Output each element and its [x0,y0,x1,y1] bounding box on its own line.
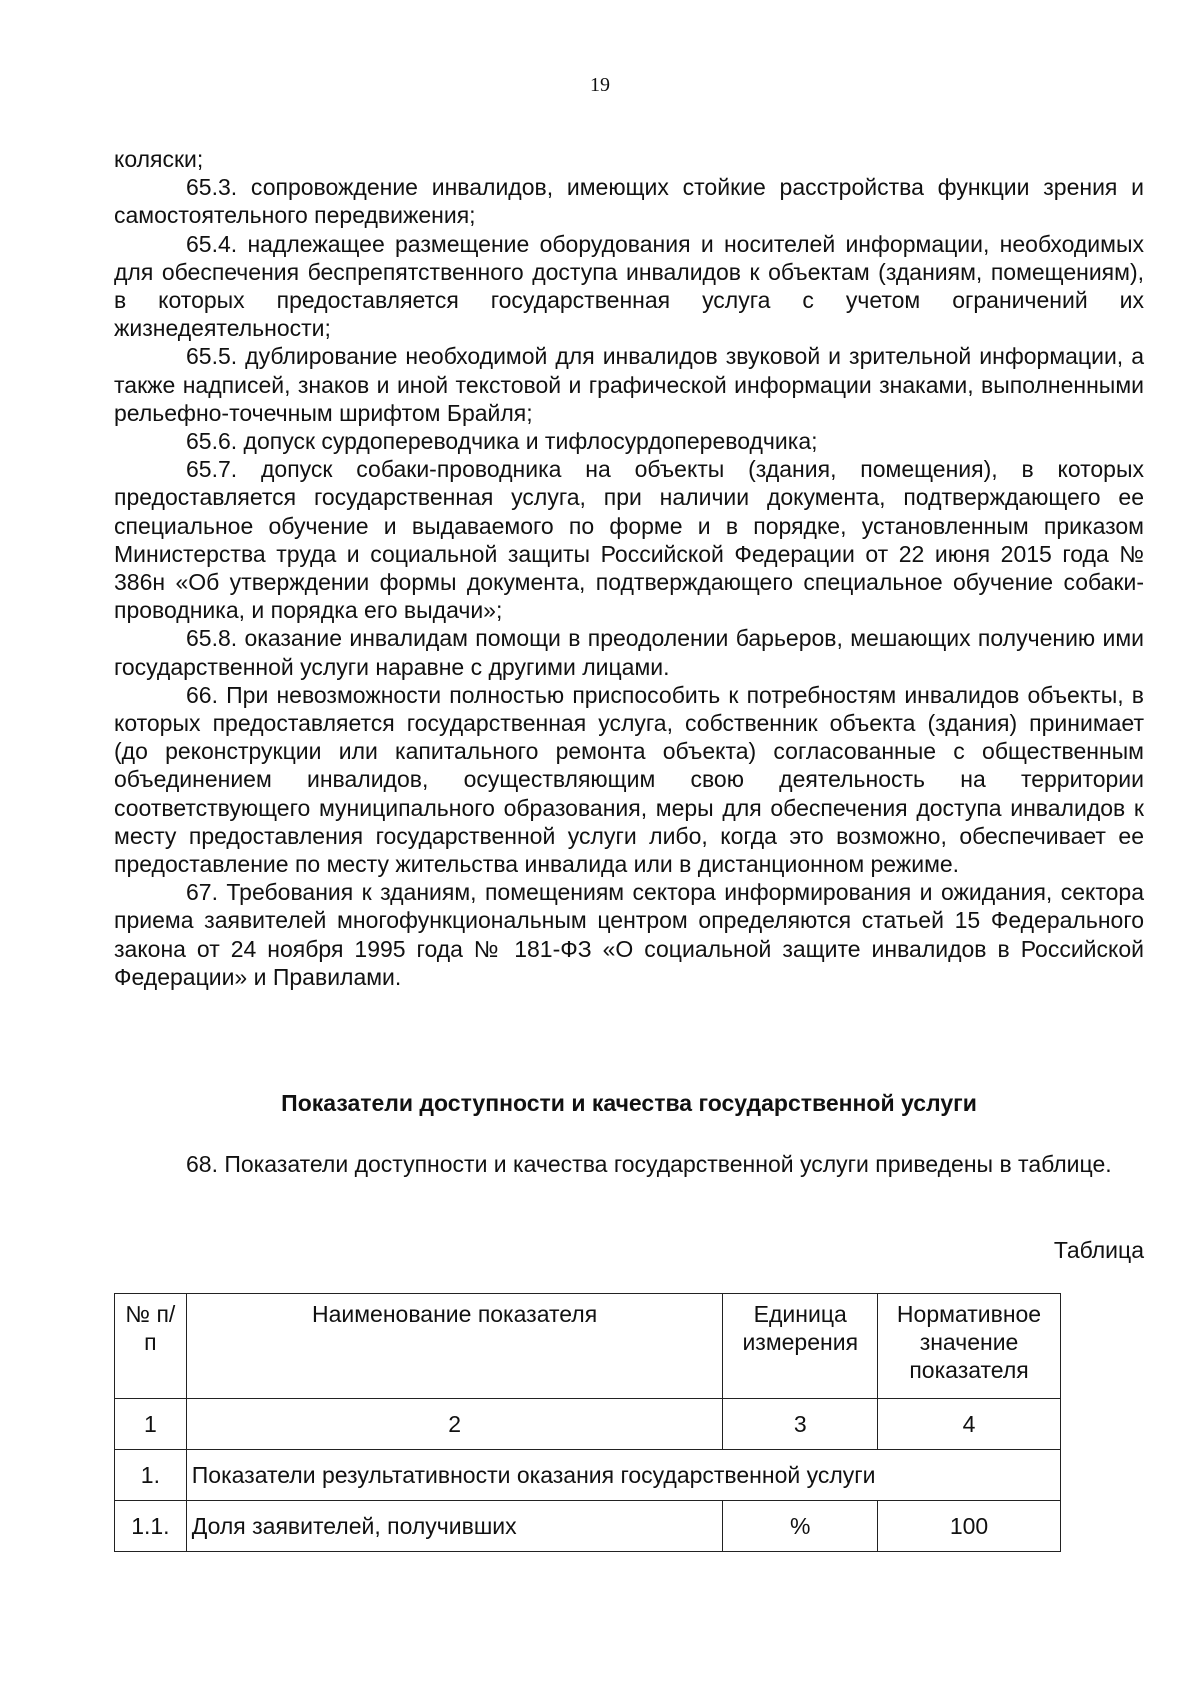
section-heading: Показатели доступности и качества государственной услуги [281,1090,977,1116]
column-number-4: 4 [878,1399,1061,1450]
row-number: 1.1. [115,1501,187,1552]
table-column-numbers-row [115,1399,1061,1450]
page-number: 19 [590,74,610,96]
header-normative-value: Нормативное значение показателя [878,1294,1061,1399]
row-indicator-name: Доля заявителей, получивших [186,1501,723,1552]
header-indicator-name: Наименование показателя [186,1294,723,1399]
section-row-number: 1. [115,1450,187,1501]
paragraph: 65.3. сопровождение инвалидов, имеющих стойкие расстройства функции зрения и самостоятельного передвижения; [114,174,1144,229]
row-unit: % [723,1501,878,1552]
column-number-3: 3 [723,1399,878,1450]
row-value: 100 [878,1501,1061,1552]
column-number-1: 1 [115,1399,187,1450]
paragraph: 65.5. дублирование необходимой для инвалидов звуковой и зрительной информации, а также надписей, знаков и иной текстовой и графической информации знаками, выполненными рельефно-точечным шрифтом Брайля; [114,343,1144,426]
table-section-row [115,1450,1061,1501]
paragraph: 65.6. допуск сурдопереводчика и тифлосурдопереводчика; [186,428,818,455]
header-unit: Единица измерения [723,1294,878,1399]
paragraph: 67. Требования к зданиям, помещениям сектора информирования и ожидания, сектора приема заявителей многофункциональным центром определяются статьей 15 Федерального закона от 24 ноября 1995 года № 181-ФЗ «О социальной защите инвалидов в Российской Федерации» и Правилами. [114,879,1144,990]
paragraph: 65.7. допуск собаки-проводника на объекты (здания, помещения), в которых предоставляется государственная услуга, при наличии документа, подтверждающего ее специальное обучение и выдаваемого по форме и в порядке, установленным приказом Министерства труда и социальной защиты Российской Федерации от 22 июня 2015 года № 386н «Об утверждении формы документа, подтверждающего специальное обучение собаки-проводника, и порядка его выдачи»; [114,456,1144,624]
paragraph-68: 68. Показатели доступности и качества государственной услуги приведены в таблице. [186,1151,1112,1177]
paragraph: 65.8. оказание инвалидам помощи в преодолении барьеров, мешающих получению ими государственной услуги наравне с другими лицами. [114,625,1144,680]
paragraph: 65.4. надлежащее размещение оборудования и носителей информации, необходимых для обеспечения беспрепятственного доступа инвалидов к объектам (зданиям, помещениям), в которых предоставляется государственная услуга с учетом ограничений их жизнедеятельности; [114,230,1144,342]
header-number: № п/п [115,1294,187,1399]
paragraph: коляски; [114,146,204,172]
paragraph: 66. При невозможности полностью приспособить к потребностям инвалидов объекты, в которых предоставляется государственная услуга, собственник объекта (здания) принимает (до реконструкции или капитального ремонта объекта) согласованные с общественным объединением инвалидов, осуществляющим свою деятельность на территории соответствующего муниципального образования, меры для обеспечения доступа инвалидов к месту предоставления государственной услуги либо, когда это возможно, обеспечивает ее предоставление по месту жительства инвалида или в дистанционном режиме. [114,681,1144,878]
body-text [114,145,1144,991]
table-header-row [115,1294,1061,1399]
table-row [115,1501,1061,1552]
column-number-2: 2 [186,1399,723,1450]
indicators-table [114,1293,1061,1552]
section-row-title: Показатели результативности оказания государственной услуги [186,1450,1060,1501]
table-caption: Таблица [1053,1237,1144,1263]
